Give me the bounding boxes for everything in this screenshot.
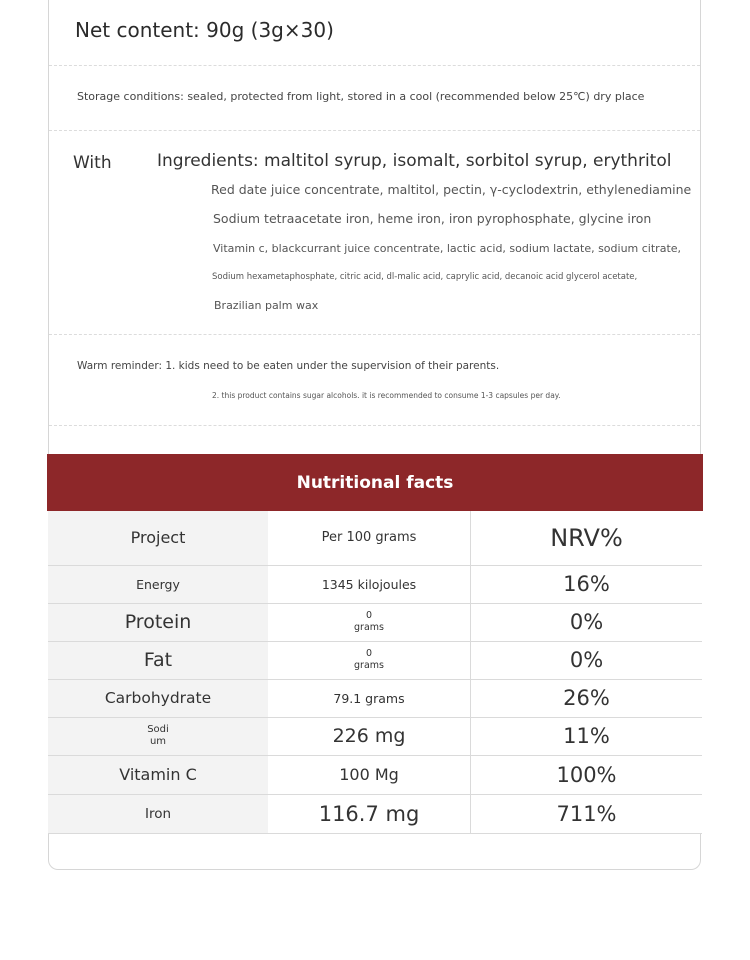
table-row bbox=[48, 794, 702, 833]
header-nrv: NRV% bbox=[471, 511, 703, 565]
table-row bbox=[48, 641, 702, 679]
nutrient-name-part: Sodi bbox=[147, 724, 169, 735]
nutrient-name: Carbohydrate bbox=[48, 679, 268, 717]
table-header-row bbox=[48, 511, 702, 565]
ingredients-line: Red date juice concentrate, maltitol, pectin, γ-cyclodextrin, ethylenediamine bbox=[211, 182, 692, 197]
nutrient-nrv: 0% bbox=[471, 641, 703, 679]
table-row bbox=[48, 679, 702, 717]
nutrition-table bbox=[48, 511, 702, 834]
nutrient-nrv: 26% bbox=[471, 679, 703, 717]
nutrient-amount: 79.1 grams bbox=[268, 679, 471, 717]
nutrient-amount bbox=[268, 641, 471, 679]
nutrient-nrv: 0% bbox=[471, 603, 703, 641]
table-row bbox=[48, 603, 702, 641]
nutrient-name bbox=[48, 717, 268, 755]
nutrient-amount-value: 0 bbox=[365, 610, 373, 621]
divider bbox=[49, 130, 700, 131]
table-row bbox=[48, 717, 702, 755]
nutrient-amount: 116.7 mg bbox=[268, 794, 471, 833]
table-row bbox=[48, 565, 702, 603]
nutrient-name: Protein bbox=[48, 603, 268, 641]
divider bbox=[49, 425, 700, 426]
nutrient-name: Iron bbox=[48, 794, 268, 833]
nutrient-amount-value: 0 bbox=[365, 648, 373, 659]
net-content: Net content: 90g (3g×30) bbox=[75, 18, 334, 42]
divider bbox=[49, 65, 700, 66]
nutrient-nrv: 711% bbox=[471, 794, 703, 833]
nutrient-name: Vitamin C bbox=[48, 755, 268, 794]
storage-conditions: Storage conditions: sealed, protected from light, stored in a cool (recommended below 25℃) dry place bbox=[77, 90, 645, 103]
nutrition-facts-title: Nutritional facts bbox=[47, 454, 703, 511]
ingredients-line: Sodium tetraacetate iron, heme iron, iron pyrophosphate, glycine iron bbox=[213, 211, 652, 226]
ingredients-line: Vitamin c, blackcurrant juice concentrate, lactic acid, sodium lactate, sodium citrate, bbox=[213, 242, 682, 255]
divider bbox=[49, 334, 700, 335]
nutrient-nrv: 11% bbox=[471, 717, 703, 755]
ingredients-line: Sodium hexametaphosphate, citric acid, dl-malic acid, caprylic acid, decanoic acid glycerol acetate, bbox=[212, 272, 638, 282]
nutrient-nrv: 16% bbox=[471, 565, 703, 603]
nutrient-amount: 1345 kilojoules bbox=[268, 565, 471, 603]
nutrient-amount-unit: grams bbox=[354, 622, 384, 633]
nutrient-amount-unit: grams bbox=[354, 660, 384, 671]
ingredients-line: Brazilian palm wax bbox=[214, 299, 319, 312]
nutrient-amount: 226 mg bbox=[268, 717, 471, 755]
ingredients-line: Ingredients: maltitol syrup, isomalt, sorbitol syrup, erythritol bbox=[157, 151, 672, 171]
table-row bbox=[48, 755, 702, 794]
nutrient-amount bbox=[268, 603, 471, 641]
nutrient-nrv: 100% bbox=[471, 755, 703, 794]
warm-reminder-line-1: Warm reminder: 1. kids need to be eaten under the supervision of their parents. bbox=[77, 360, 500, 372]
nutrient-amount: 100 Mg bbox=[268, 755, 471, 794]
header-per-100g: Per 100 grams bbox=[268, 511, 471, 565]
nutrient-name-part: um bbox=[149, 736, 167, 747]
nutrient-name: Energy bbox=[48, 565, 268, 603]
warm-reminder-line-2: 2. this product contains sugar alcohols. it is recommended to consume 1-3 capsules per day. bbox=[212, 391, 561, 400]
with-label: With bbox=[73, 153, 112, 173]
nutrient-name: Fat bbox=[48, 641, 268, 679]
header-project: Project bbox=[48, 511, 268, 565]
